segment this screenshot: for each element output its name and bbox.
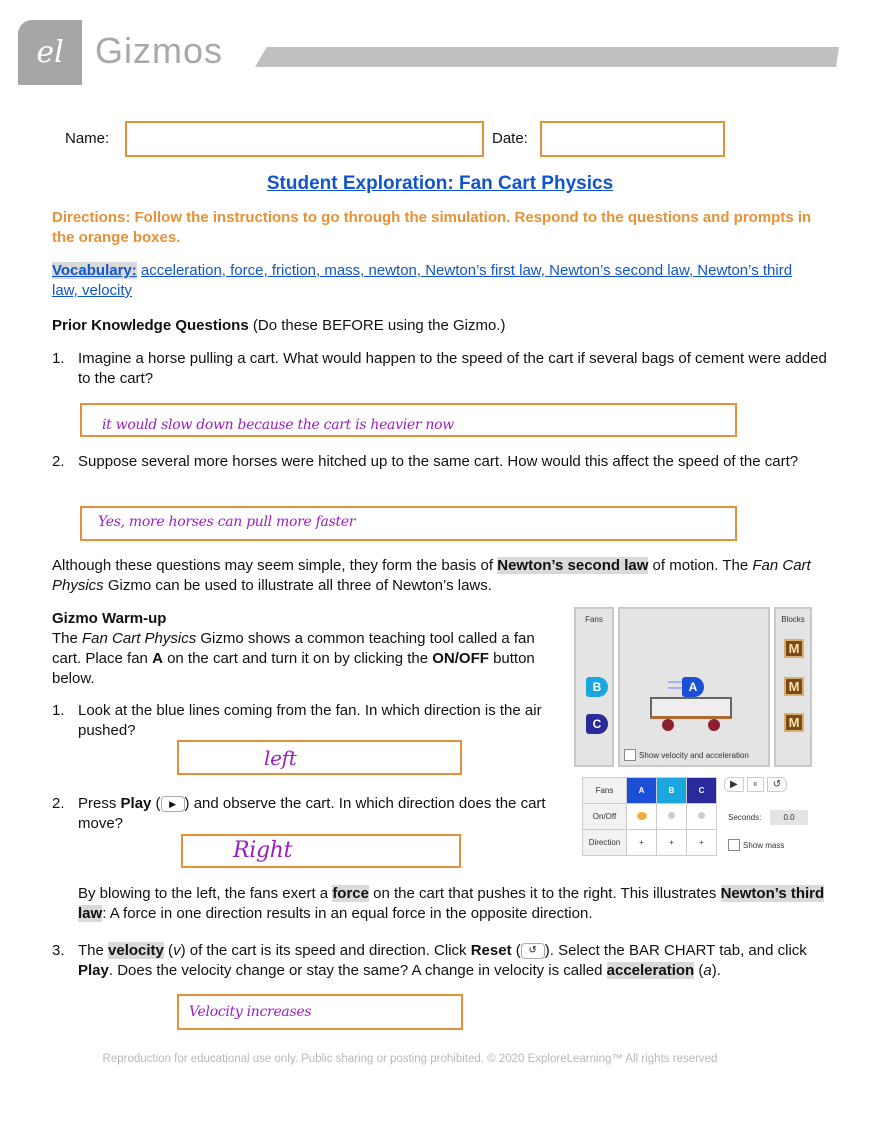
- mass-block-icon[interactable]: M: [784, 713, 804, 732]
- reset-icon: ↺: [521, 943, 545, 959]
- fan-c-direction-button[interactable]: +: [687, 830, 717, 856]
- name-label: Name:: [65, 130, 110, 147]
- term-newtons-second-law: Newton’s second law: [497, 557, 649, 574]
- fans-header: Fans: [583, 778, 627, 804]
- prior-q2-answer-box[interactable]: [80, 506, 737, 541]
- fan-b-icon[interactable]: B: [586, 677, 608, 697]
- q-number: 2.: [52, 453, 65, 470]
- q-number: 1.: [52, 702, 65, 719]
- warmup-q3-answer-box[interactable]: [177, 994, 463, 1030]
- brand-name: Gizmos: [95, 30, 224, 71]
- show-velocity-checkbox[interactable]: Show velocity and acceleration: [624, 749, 749, 761]
- play-button[interactable]: ▶: [724, 777, 744, 792]
- wheel-icon: [708, 719, 720, 731]
- fans-panel: [574, 607, 614, 767]
- blocks-panel: [774, 607, 812, 767]
- warmup-q2-answer: Right: [233, 838, 293, 863]
- warmup-heading: Gizmo Warm-up: [52, 610, 167, 627]
- fan-a-direction-button[interactable]: +: [627, 830, 657, 856]
- seconds-label: Seconds:: [728, 813, 762, 822]
- prior-q2-answer: Yes, more horses can pull more faster: [98, 514, 356, 530]
- date-field[interactable]: [540, 121, 725, 157]
- name-field[interactable]: [125, 121, 484, 157]
- col-a: A: [627, 778, 657, 804]
- reset-button[interactable]: ↺: [767, 777, 787, 792]
- date-label: Date:: [492, 130, 528, 147]
- prior-note: (Do these BEFORE using the Gizmo.): [248, 317, 506, 334]
- on-off-label: On/Off: [583, 804, 627, 830]
- direction-label: Direction: [583, 830, 627, 856]
- vocabulary-terms[interactable]: acceleration, force, friction, mass, newton, Newton’s first law, Newton’s second law, Newton’s third law, velocity: [52, 262, 793, 299]
- cart-icon: [650, 697, 732, 719]
- fan-a-toggle[interactable]: [627, 804, 657, 830]
- blocks-label: Blocks: [781, 615, 805, 624]
- col-b: B: [657, 778, 687, 804]
- explorelearning-logo: el: [18, 20, 82, 85]
- warmup-section: Gizmo Warm-up The Fan Cart Physics Gizmo shows a common teaching tool called a fan cart. Place fan A on the cart and turn it on by clicking the ON/OFF button below.: [52, 610, 535, 687]
- paragraph-intro: Although these questions may seem simple, they form the basis of Newton’s second law of motion. The Fan Cart Physics Gizmo can be used to illustrate all three of Newton’s laws.: [52, 557, 811, 594]
- warmup-q3-text: The velocity (v) of the cart is its speed and direction. Click Reset ( ↺ ). Select the BAR CHART tab, and click Play. Does the velocity change or stay the same? A change in velocity is called acceleration (a).: [78, 942, 807, 979]
- warmup-q3-answer: Velocity increases: [189, 1004, 312, 1020]
- vocabulary: [52, 261, 812, 301]
- air-lines-icon: [668, 681, 682, 689]
- fan-c-toggle[interactable]: [687, 804, 717, 830]
- simulation-area: [618, 607, 770, 767]
- fan-b-toggle[interactable]: [657, 804, 687, 830]
- prior-heading: [52, 316, 505, 336]
- pause-button[interactable]: ⏸: [747, 777, 764, 792]
- q-number: 1.: [52, 350, 65, 367]
- header-bar: [255, 47, 839, 67]
- show-mass-checkbox[interactable]: Show mass: [728, 839, 784, 851]
- fan-c-icon[interactable]: C: [586, 714, 608, 734]
- wheel-icon: [662, 719, 674, 731]
- page-title: Student Exploration: Fan Cart Physics: [266, 173, 614, 194]
- q-number: 3.: [52, 942, 65, 959]
- fan-b-direction-button[interactable]: +: [657, 830, 687, 856]
- warmup-q1-answer-box[interactable]: [177, 740, 462, 775]
- fan-a-icon[interactable]: A: [682, 677, 704, 697]
- gizmo-screenshot: [572, 605, 814, 861]
- q-number: 2.: [52, 795, 65, 812]
- prior-q1-answer-box[interactable]: [80, 403, 737, 437]
- warmup-q2-text: Press Play ( ▶ ) and observe the cart. In which direction does the cart move?: [78, 795, 546, 832]
- prior-q1-text: Imagine a horse pulling a cart. What would happen to the speed of the cart if several bags of cement were added to the cart?: [78, 350, 827, 387]
- vocabulary-label: Vocabulary:: [52, 262, 137, 279]
- fan-control-table: [582, 777, 717, 856]
- seconds-value: 0.0: [770, 810, 808, 825]
- warmup-q1-text: Look at the blue lines coming from the fan. In which direction is the air pushed?: [78, 702, 542, 739]
- mass-block-icon[interactable]: M: [784, 639, 804, 658]
- fans-label: Fans: [585, 615, 603, 624]
- footer-copyright: Reproduction for educational use only. Public sharing or posting prohibited. © 2020 ExploreLearning™ All rights reserved: [102, 1053, 718, 1065]
- paragraph-third-law: By blowing to the left, the fans exert a force on the cart that pushes it to the right. This illustrates Newton’s third law: A force in one direction results in an equal force in the opposite direction.: [78, 885, 825, 922]
- col-c: C: [687, 778, 717, 804]
- warmup-q1-answer: left: [264, 746, 297, 770]
- prior-title: Prior Knowledge Questions: [52, 317, 249, 334]
- mass-block-icon[interactable]: M: [784, 677, 804, 696]
- play-icon: ▶: [161, 796, 185, 812]
- prior-q1-answer: it would slow down because the cart is heavier now: [102, 417, 454, 433]
- playback-controls: [724, 777, 787, 792]
- warmup-q2-answer-box[interactable]: [181, 834, 461, 868]
- directions: Directions: Follow the instructions to go through the simulation. Respond to the questions and prompts in the orange boxes.: [52, 209, 812, 246]
- prior-q2-text: Suppose several more horses were hitched up to the same cart. How would this affect the speed of the cart?: [78, 453, 799, 470]
